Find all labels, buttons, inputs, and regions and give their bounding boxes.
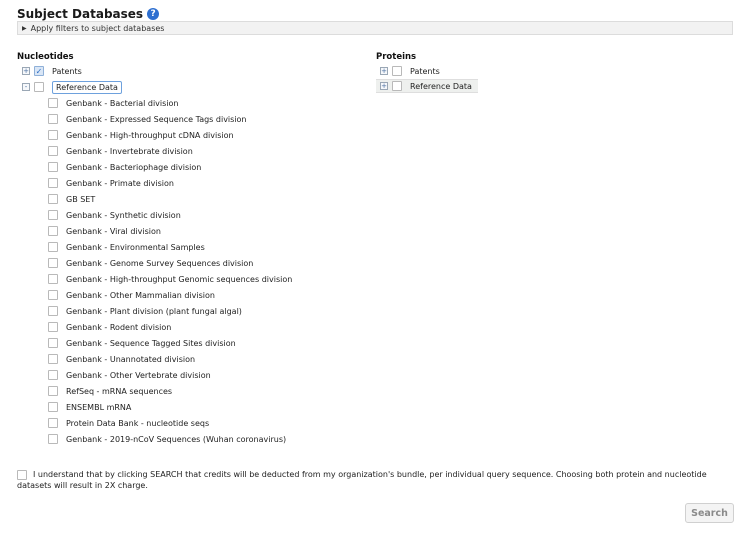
item-checkbox[interactable]	[48, 386, 58, 396]
list-item[interactable]	[48, 400, 131, 414]
item-checkbox[interactable]	[48, 194, 58, 204]
item-checkbox[interactable]	[48, 338, 58, 348]
reference-data-label: Reference Data	[52, 81, 122, 94]
list-item[interactable]	[48, 368, 211, 382]
expand-icon[interactable]: +	[381, 67, 387, 75]
list-item[interactable]	[48, 320, 171, 334]
item-label: Genbank - 2019-nCoV Sequences (Wuhan coronavirus)	[66, 434, 287, 444]
item-checkbox[interactable]	[48, 290, 58, 300]
item-checkbox[interactable]	[48, 242, 58, 252]
apply-filters-toggle[interactable]	[17, 21, 733, 35]
item-checkbox[interactable]	[48, 98, 58, 108]
item-checkbox[interactable]	[48, 418, 58, 428]
search-button[interactable]: Search	[685, 503, 734, 523]
expand-icon[interactable]: +	[23, 67, 29, 75]
item-label: Genbank - Environmental Samples	[66, 242, 205, 252]
list-item[interactable]	[48, 208, 181, 222]
consent-notice	[17, 469, 732, 491]
consent-checkbox[interactable]	[17, 470, 27, 480]
item-label: Genbank - Bacteriophage division	[66, 162, 202, 172]
item-checkbox[interactable]	[48, 258, 58, 268]
list-item[interactable]	[48, 176, 174, 190]
list-item[interactable]	[48, 352, 195, 366]
patents-checkbox[interactable]	[392, 66, 402, 76]
item-checkbox[interactable]	[48, 306, 58, 316]
reference-data-checkbox[interactable]	[34, 82, 44, 92]
item-label: GB SET	[66, 194, 96, 204]
proteins-title: Proteins	[376, 52, 417, 62]
item-label: Genbank - High-throughput cDNA division	[66, 130, 234, 140]
list-item[interactable]	[48, 336, 236, 350]
item-checkbox[interactable]	[48, 402, 58, 412]
list-item[interactable]	[48, 384, 172, 398]
list-item[interactable]	[48, 256, 253, 270]
help-icon[interactable]: ?	[147, 8, 159, 20]
item-label: Genbank - Expressed Sequence Tags division	[66, 114, 247, 124]
collapse-icon[interactable]: -	[22, 83, 30, 91]
item-checkbox[interactable]	[48, 210, 58, 220]
item-checkbox[interactable]	[48, 130, 58, 140]
item-label: Genbank - Synthetic division	[66, 210, 181, 220]
item-checkbox[interactable]	[48, 162, 58, 172]
list-item[interactable]	[48, 112, 247, 126]
apply-filters-label: Apply filters to subject databases	[30, 23, 165, 33]
item-checkbox[interactable]	[48, 114, 58, 124]
item-label: Protein Data Bank - nucleotide seqs	[66, 418, 210, 428]
list-item[interactable]	[48, 160, 201, 174]
triangle-right-icon: ▶	[22, 24, 27, 32]
item-label: ENSEMBL mRNA	[66, 402, 132, 412]
list-item[interactable]	[48, 272, 292, 286]
item-label: Genbank - Other Mammalian division	[66, 290, 215, 300]
list-item[interactable]	[48, 304, 242, 318]
page-title-text: Subject Databases	[17, 7, 144, 21]
item-checkbox[interactable]	[48, 322, 58, 332]
reference-data-checkbox[interactable]	[392, 81, 402, 91]
item-label: Genbank - Bacterial division	[66, 98, 179, 108]
item-label: Genbank - Viral division	[66, 226, 161, 236]
item-label: Genbank - Sequence Tagged Sites division	[66, 338, 236, 348]
patents-label: Patents	[410, 66, 440, 76]
item-checkbox[interactable]	[48, 370, 58, 380]
item-label: Genbank - Plant division (plant fungal algal)	[66, 306, 242, 316]
patents-label: Patents	[52, 66, 82, 76]
list-item[interactable]	[48, 416, 209, 430]
list-item[interactable]	[48, 240, 205, 254]
list-item[interactable]	[48, 288, 215, 302]
item-checkbox[interactable]	[48, 178, 58, 188]
list-item[interactable]	[48, 192, 95, 206]
consent-text: I understand that by clicking SEARCH that credits will be deducted from my organization's bundle, per individual query sequence. Choosing both protein and nucleotide datasets will result in 2X charge.	[17, 470, 707, 490]
item-label: Genbank - Rodent division	[66, 322, 172, 332]
nucleotides-item-reference-data	[22, 80, 122, 94]
list-item[interactable]	[48, 96, 179, 110]
item-checkbox[interactable]	[48, 354, 58, 364]
reference-data-label: Reference Data	[410, 81, 472, 91]
proteins-item-patents	[380, 64, 478, 78]
list-item[interactable]	[48, 128, 234, 142]
nucleotides-item-patents	[22, 64, 82, 78]
item-label: Genbank - Invertebrate division	[66, 146, 193, 156]
item-label: Genbank - Primate division	[66, 178, 174, 188]
nucleotides-title: Nucleotides	[17, 52, 74, 62]
proteins-item-reference-data	[376, 79, 478, 93]
list-item[interactable]	[48, 144, 193, 158]
item-label: RefSeq - mRNA sequences	[66, 386, 173, 396]
item-checkbox[interactable]	[48, 274, 58, 284]
patents-checkbox[interactable]: ✓	[35, 66, 43, 76]
item-label: Genbank - Other Vertebrate division	[66, 370, 211, 380]
page-title	[17, 7, 159, 21]
item-label: Genbank - Genome Survey Sequences division	[66, 258, 254, 268]
item-checkbox[interactable]	[48, 146, 58, 156]
item-checkbox[interactable]	[48, 434, 58, 444]
list-item[interactable]	[48, 224, 161, 238]
item-label: Genbank - High-throughput Genomic sequences division	[66, 274, 293, 284]
item-label: Genbank - Unannotated division	[66, 354, 196, 364]
expand-icon[interactable]: +	[381, 82, 387, 90]
list-item[interactable]	[48, 432, 286, 446]
item-checkbox[interactable]	[48, 226, 58, 236]
